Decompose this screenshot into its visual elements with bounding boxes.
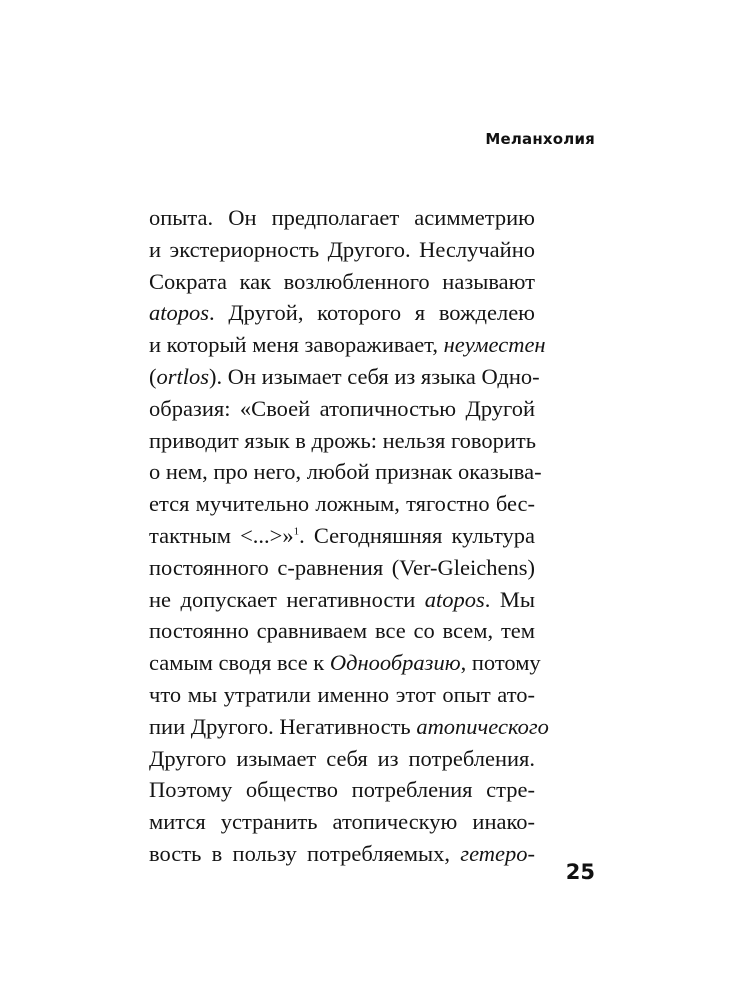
- text-line: [149, 615, 535, 647]
- text-line: [149, 520, 535, 552]
- text-run: . Мы: [484, 586, 535, 612]
- text-run: и который меня завораживает,: [149, 332, 444, 358]
- footnote-marker: 1: [293, 525, 300, 538]
- text-run: Поэтому общество потребления стре-: [149, 777, 535, 803]
- text-run: пии Другого. Негативность: [149, 713, 417, 739]
- text-run: опыта. Он предполагает асимметрию: [149, 205, 535, 230]
- text-run: образия: «Своей атопичностью Другой: [149, 395, 535, 421]
- page-number: 25: [565, 860, 595, 884]
- text-run: ется мучительно ложным, тягостно бес-: [149, 491, 535, 517]
- text-run: постоянного с-равнения (Ver-Gleichens): [149, 554, 535, 580]
- text-line: [149, 202, 535, 234]
- italic-text: ortlos: [156, 363, 210, 389]
- text-run: приводит язык в дрожь: нельзя говорить: [149, 427, 536, 453]
- text-line: [149, 647, 541, 679]
- text-run: (: [149, 363, 157, 389]
- text-line: [149, 552, 535, 584]
- italic-text: гетеро-: [460, 840, 535, 866]
- text-line: [149, 329, 546, 361]
- text-run: что мы утратили именно этот опыт ато-: [149, 681, 535, 707]
- italic-text: Однообразию: [329, 650, 461, 676]
- italic-text: atopos: [424, 586, 485, 612]
- text-line: [149, 806, 535, 838]
- body-paragraph: [149, 202, 549, 870]
- text-run: . Сегодняшняя культура: [299, 522, 535, 548]
- italic-text: неуместен: [443, 332, 546, 358]
- text-line: [149, 743, 535, 775]
- text-run: постоянно сравниваем все со всем, тем: [149, 618, 535, 644]
- text-line: [149, 711, 549, 743]
- text-line: [149, 361, 540, 393]
- running-head: Меланхолия: [485, 130, 595, 148]
- text-run: мится устранить атопическую инако-: [149, 809, 535, 835]
- text-line: [149, 297, 535, 329]
- text-run: Другого изымает себя из потребления.: [149, 745, 535, 771]
- italic-text: atopos: [149, 300, 210, 326]
- text-run: . Другой, которого я вожделею: [209, 300, 535, 326]
- text-run: Сократа как возлюбленного называют: [149, 268, 535, 294]
- text-run: самым сводя все к: [149, 650, 330, 676]
- text-line: [149, 266, 535, 298]
- text-run: тактным <...>»: [149, 522, 294, 548]
- text-run: , потому: [460, 650, 541, 676]
- text-line: [149, 488, 535, 520]
- text-line: [149, 393, 535, 425]
- text-line: [149, 456, 542, 488]
- text-line: [149, 234, 535, 266]
- text-line: [149, 425, 535, 457]
- text-run: не допускает негативности: [149, 586, 425, 612]
- text-run: о нем, про него, любой признак оказыва-: [149, 459, 542, 485]
- text-run: и экстериорность Другого. Неслучайно: [149, 236, 535, 262]
- italic-text: атопического: [416, 713, 549, 739]
- text-line: [149, 679, 535, 711]
- text-run: вость в пользу потребляемых,: [149, 840, 461, 866]
- text-line: [149, 838, 535, 870]
- text-run: ). Он изымает себя из языка Одно-: [209, 363, 540, 389]
- text-line: [149, 774, 535, 806]
- text-line: [149, 584, 535, 616]
